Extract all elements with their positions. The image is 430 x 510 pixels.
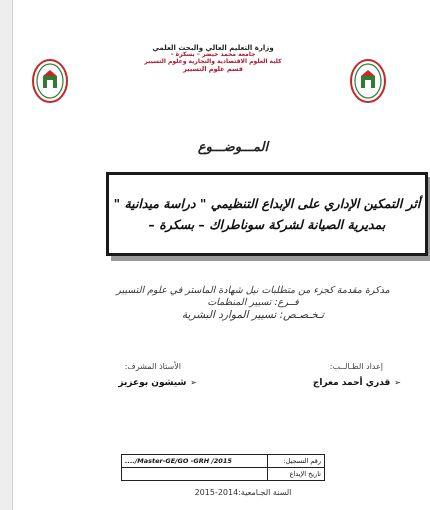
student-name-row <box>237 378 401 388</box>
document-page <box>12 0 430 510</box>
department-name: قسم علوم التسيير <box>183 64 243 73</box>
memo-description <box>73 285 430 322</box>
faculty-name: كلية العلوم الاقتصادية والتجارية وعلوم التسيير <box>144 57 282 65</box>
registration-table <box>121 454 325 481</box>
bullet-arrow-icon: ➢ <box>190 378 197 387</box>
supervisor-name-row <box>57 378 197 388</box>
university-seal-right-icon <box>349 58 387 104</box>
ministry-name: وزارة التعليم العالي والبحث العلمي <box>152 44 274 52</box>
student-label: إعداد الطـالــب: <box>329 362 383 371</box>
subject-label: المـــوضـــوع <box>197 140 269 155</box>
memo-specialization: تـخـصـص: تسيير الموارد البشرية <box>181 308 325 321</box>
thesis-title-box <box>106 172 428 256</box>
bullet-arrow-icon: ➢ <box>394 378 401 387</box>
table-row <box>122 455 325 468</box>
thesis-title-line-1: أثر التمكين الإداري على الإبداع التنظيمي " دراسة ميدانية " <box>113 195 421 211</box>
university-name: جامعة محمد خيضر – بسكرة – <box>170 51 256 59</box>
registration-number-label: رقم التسجيل: <box>268 455 325 468</box>
supervisor-name: شيشون بوعزيز <box>118 378 187 388</box>
student-name: قدري أحمد معراج <box>312 378 391 388</box>
memo-line-1: مذكرة مقدمة كجزء من متطلبات نيل شهادة الماستر في علوم التسيير <box>116 285 390 296</box>
deposit-date-label: تاريخ الإيداع <box>268 468 325 481</box>
registration-number-value: ..../Master-GE/GO -GRH /2015 <box>122 455 268 468</box>
academic-year: السنة الجـامعية:2014-2015 <box>194 488 292 497</box>
thesis-title-line-2: بمديرية الصيانة لشركة سوناطراك – بسكرة – <box>148 217 386 232</box>
memo-branch: فــرع: تسيير المنظمات <box>207 296 299 308</box>
table-row <box>122 468 325 481</box>
deposit-date-value <box>122 468 268 481</box>
institution-header <box>113 44 313 73</box>
supervisor-label: الأستاذ المشرف: <box>124 362 181 371</box>
university-seal-left-icon <box>31 58 69 104</box>
